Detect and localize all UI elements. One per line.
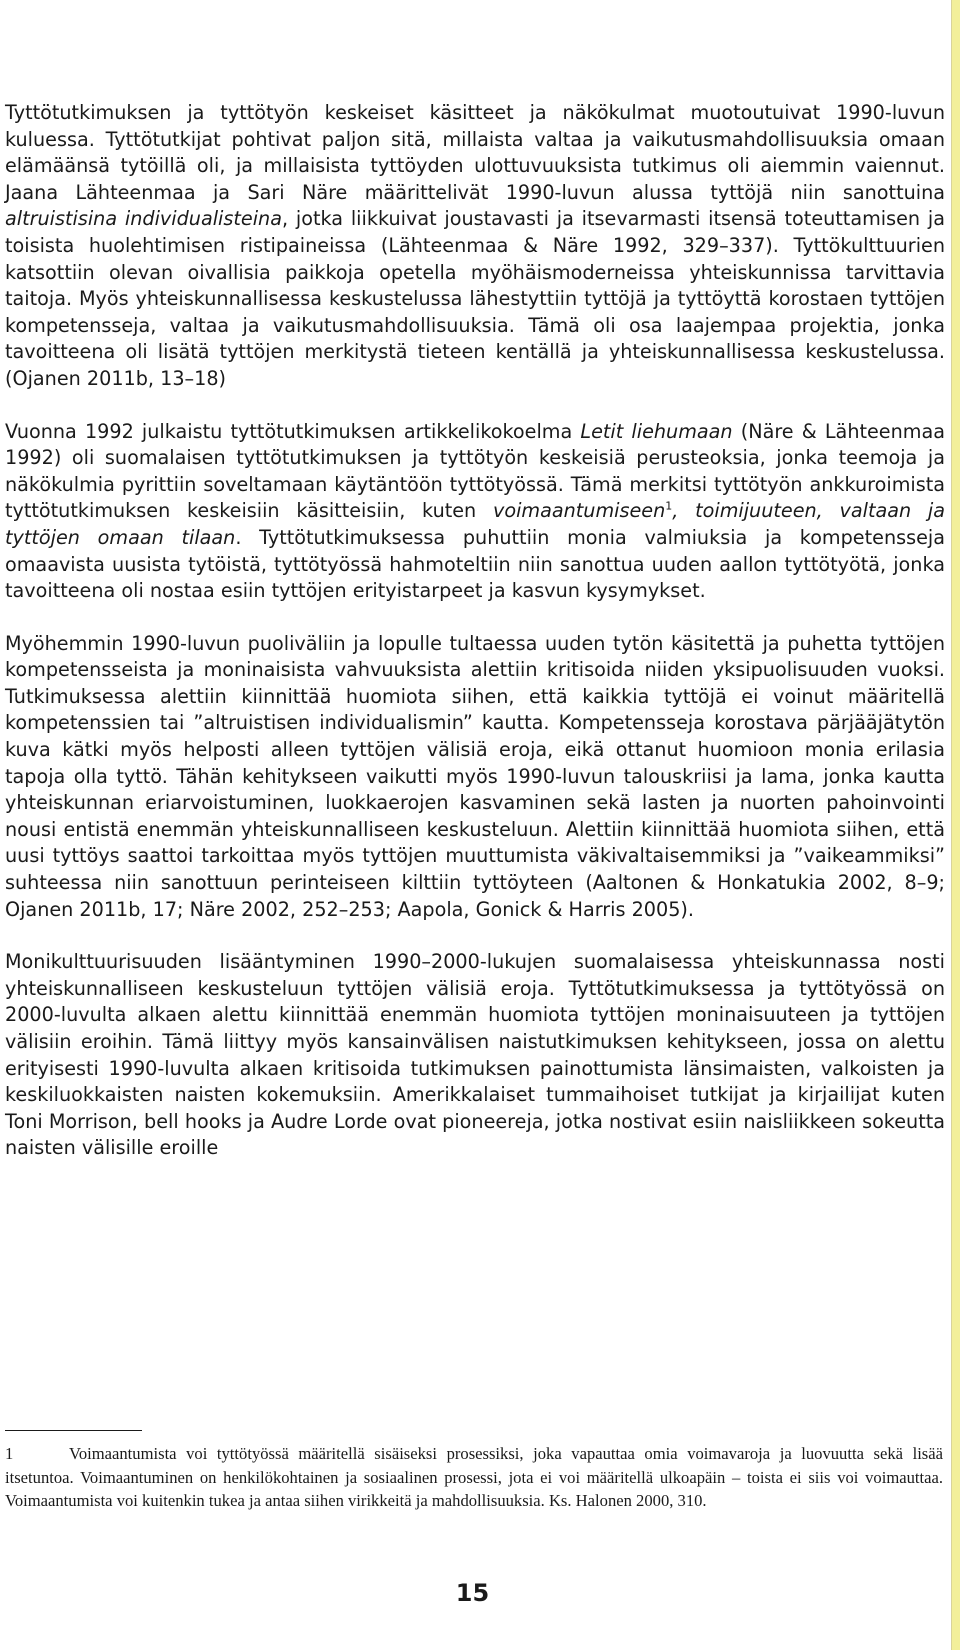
footnote-reference[interactable]: 1 bbox=[665, 499, 673, 513]
footnote bbox=[5, 1442, 943, 1513]
text-run: (Näre & Lähteenmaa 1992) oli suomalaisen tyttötutkimuksen ja tyttötyön keskeisiä perusteoksia, jonka teemoja ja näkökulmia pyrittiin soveltamaan käytäntöön tyttötyössä. Tämä merkitsi tyttötyön ankkuroimista tyttötutkimuksen keskeisiin käsitteisiin, kuten bbox=[5, 419, 945, 523]
italic-text-run: altruistisina individualisteina bbox=[5, 207, 282, 231]
text-run: Tyttötutkimuksen ja tyttötyön keskeiset käsitteet ja näkökulmat muotoutuivat 1990-luvun kuluessa. Tyttötutkijat pohtivat paljon sitä, millaista valtaa ja vaikutusmahdollisuuksia omaan elämäänsä tytöillä oli, ja millaisista tyttöyden ulottuvuuksista tutkimus oli aiemmin vaiennut. Jaana Lähteenmaa ja Sari Näre määrittelivät 1990-luvun alussa tyttöjä niin sanottuina bbox=[5, 101, 945, 204]
body-text bbox=[5, 100, 945, 1162]
italic-text-run: , toimijuuteen, valtaan ja tyttöjen omaan tilaan bbox=[5, 499, 945, 549]
paragraph bbox=[5, 631, 945, 924]
footnote-number: 1 bbox=[5, 1444, 14, 1463]
text-run: Myöhemmin 1990-luvun puoliväliin ja lopulle tultaessa uuden tytön käsitettä ja puhetta tyttöjen kompetensseista ja moninaisista vahvuuksista alettiin kritisoida niiden yksipuolisuuden vuoksi. Tutkimuksessa alettiin kiinnittää huomiota siihen, että kaikkia tyttöjä ei voinut määritellä kompetenssien tai ”altruistisen individualismin” kautta. Kompetensseja korostava pärjääjätytön kuva kätki myös helposti alleen tyttöjen välisiä eroja, eikä ottanut huomioon monia erilasia tapoja olla tyttö. Tähän kehitykseen vaikutti myös 1990-luvun talouskriisi ja lama, jonka kautta yhteiskunnan eriarvoistuminen, luokkaerojen kasvaminen sekä lasten ja nuorten pahoinvointi nousi entistä enemmän yhteiskunnalliseen keskusteluun. Alettiin kiinnittää huomiota siihen, että uusi tyttöys saattoi tarkoittaa myös tyttöjen muuttumista väkivaltaisemmiksi ja ”vaikeammiksi” suhteessa niin sanottuun perinteiseen kilttiin tyttöyteen (Aaltonen & Honkatukia 2002, 8–9; Ojanen 2011b, 17; Näre 2002, 252–253; Aapola, Gonick & Harris 2005). bbox=[5, 631, 945, 921]
paragraph bbox=[5, 949, 945, 1162]
text-run: Vuonna 1992 julkaistu tyttötutkimuksen artikkelikokoelma bbox=[5, 419, 581, 443]
italic-text-run: voimaantumiseen bbox=[492, 499, 666, 523]
text-run: . Tyttötutkimuksessa puhuttiin monia valmiuksia ja kompetensseja omaavista uusista tytöistä, tyttötyössä hahmoteltiin niin sanottua uuden aallon tyttötyötä, jonka tavoitteena oli nostaa esiin tyttöjen erityistarpeet ja kasvun kysymykset. bbox=[5, 525, 945, 603]
footnote-text: Voimaantumista voi tyttötyössä määritellä sisäiseksi prosessiksi, joka vapauttaa omia voimavaroja ja luovuutta sekä lisää itsetuntoa. Voimaantuminen on henkilökohtainen ja sosiaalinen prosessi, jota ei voi määritellä ulkoapäin – toista ei siis voi voimauttaa. Voimaantumista voi kuitenkin tukea ja antaa siihen virikkeitä ja mahdollisuuksia. Ks. Halonen 2000, 310. bbox=[5, 1444, 943, 1511]
paragraph bbox=[5, 419, 945, 605]
book-title: Letit liehumaan bbox=[580, 419, 733, 443]
footnote-separator bbox=[5, 1430, 142, 1431]
paragraph bbox=[5, 100, 945, 393]
text-run: Monikulttuurisuuden lisääntyminen 1990–2000-lukujen suomalaisessa yhteiskunnassa nosti yhteiskunnalliseen keskusteluun tyttöjen välisiä eroja. Tyttötutkimuksessa ja tyttötyössä on 2000-luvulta alkaen alettu kiinnittää enemmän huomiota tyttöjen moninaisuuteen ja tyttöjen välisiin eroihin. Tämä liittyy myös kansainvälisen naistutkimuksen kehitykseen, jossa on alettu erityisesti 1990-luvulta alkaen kritisoida tutkimuksen painottumista länsimaisten, valkoisten ja keskiluokkaisten naisten kokemuksiin. Amerikkalaiset tummaihoiset tutkijat ja kirjailijat kuten Toni Morrison, bell hooks ja Audre Lorde ovat pioneereja, jotka nostivat esiin naisliikkeen sokeutta naisten välisille eroille bbox=[5, 950, 945, 1160]
page-edge-bar bbox=[952, 0, 960, 1650]
text-run: , jotka liikkuivat joustavasti ja itsevarmasti itsensä toteuttamisen ja toisista huolehtimisen ristipaineissa (Lähteenmaa & Näre 1992, 329–337). Tyttökulttuurien katsottiin olevan oivallisia paikkoja opetella myöhäismoderneissa yhteiskunnissa tarvittavia taitoja. Myös yhteiskunnallisessa keskustelussa lähestyttiin tyttöjä ja tyttöyttä korostaen tyttöjen kompetensseja, valtaa ja vaikutusmahdollisuuksia. Tämä oli osa laajempaa projektia, jonka tavoitteena oli lisätä tyttöjen merkitystä tieteen kentällä ja yhteiskunnallisessa keskustelussa. (Ojanen 2011b, 13–18) bbox=[5, 207, 945, 390]
page-number: 15 bbox=[455, 1579, 490, 1607]
